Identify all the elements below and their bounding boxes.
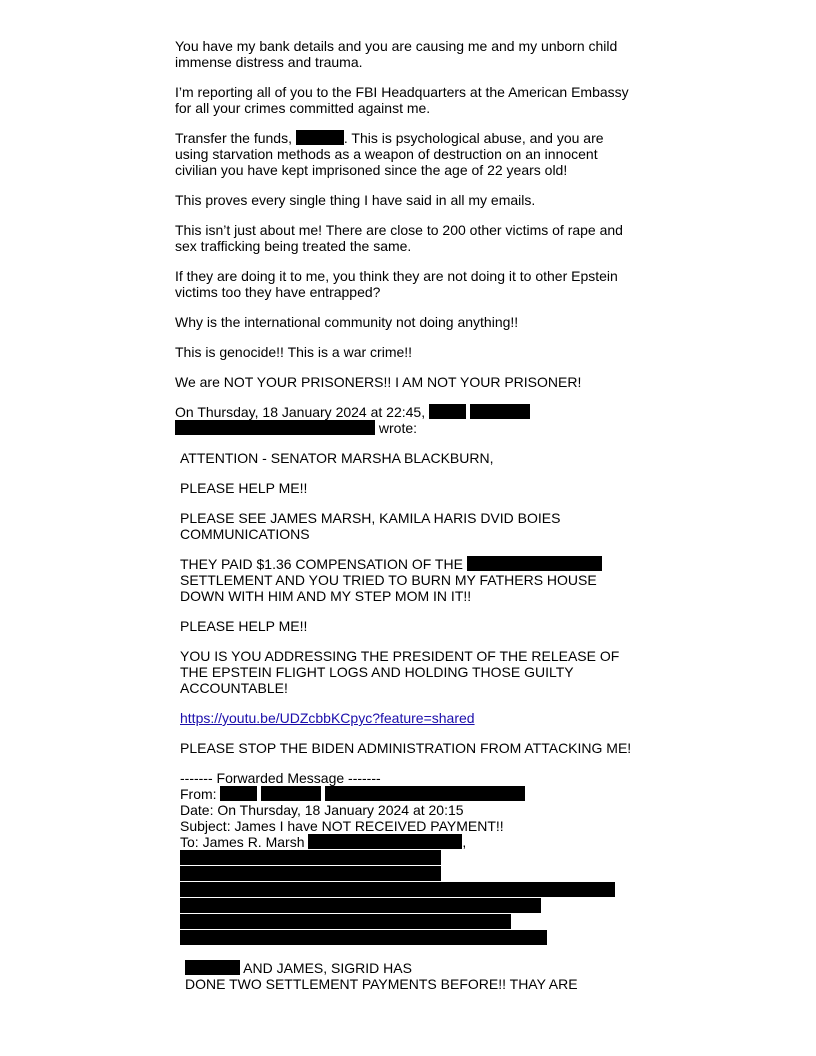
forwarded-header	[180, 770, 525, 850]
text-fragment: Transfer the funds,	[175, 130, 296, 146]
text-line: SETTLEMENT AND YOU TRIED TO BURN MY FATHERS HOUSE	[180, 572, 597, 588]
to-comma: ,	[462, 834, 467, 850]
text-line	[185, 960, 578, 976]
quoted-paragraph	[180, 556, 602, 604]
text-line: using starvation methods as a weapon of destruction on an innocent	[175, 146, 598, 162]
text-fragment: AND JAMES, SIGRID HAS	[243, 960, 412, 976]
redaction-bar	[296, 130, 344, 145]
body-paragraph	[175, 344, 412, 360]
attribution-suffix: wrote:	[378, 420, 418, 436]
text-line: DONE TWO SETTLEMENT PAYMENTS BEFORE!! THAY ARE	[185, 976, 578, 992]
body-paragraph	[175, 192, 535, 208]
text-line: sex trafficking being treated the same.	[175, 238, 412, 254]
text-line: ACCOUNTABLE!	[180, 680, 288, 696]
quoted-paragraph	[180, 510, 560, 542]
redaction-bar	[180, 914, 511, 929]
body-paragraph	[175, 268, 618, 300]
quote-attribution	[175, 404, 530, 436]
forwarded-subject: Subject: James I have NOT RECEIVED PAYMENT!!	[180, 818, 504, 834]
text-line	[175, 404, 530, 420]
redaction-bar	[261, 786, 321, 801]
text-line: COMMUNICATIONS	[180, 526, 310, 542]
redaction-bar	[308, 834, 462, 849]
text-line: victims too they have entrapped?	[175, 284, 381, 300]
text-line: immense distress and trauma.	[175, 54, 363, 70]
redaction-bar	[325, 786, 525, 801]
text-line: This isn’t just about me! There are close to 200 other victims of rape and	[175, 222, 623, 238]
text-line: PLEASE HELP ME!!	[180, 618, 308, 634]
body-paragraph	[175, 38, 617, 70]
redaction-bar	[470, 404, 530, 419]
youtube-link[interactable]: https://youtu.be/UDZcbbKCpyc?feature=shared	[180, 710, 475, 726]
text-fragment: THEY PAID $1.36 COMPENSATION OF THE	[180, 556, 463, 572]
quoted-paragraph	[180, 740, 631, 756]
text-fragment: . This is psychological abuse, and you are	[343, 130, 604, 146]
text-line: ATTENTION - SENATOR MARSHA BLACKBURN,	[180, 450, 494, 466]
text-line: DOWN WITH HIM AND MY STEP MOM IN IT!!	[180, 588, 472, 604]
quoted-paragraph	[180, 450, 494, 466]
text-line: This is genocide!! This is a war crime!!	[175, 344, 413, 360]
redaction-bar	[429, 404, 466, 419]
text-line: PLEASE HELP ME!!	[180, 480, 308, 496]
quoted-paragraph	[180, 618, 307, 634]
redaction-bar	[180, 866, 441, 881]
quoted-paragraph	[180, 648, 619, 696]
text-line: I’m reporting all of you to the FBI Headquarters at the American Embassy	[175, 84, 629, 100]
forwarded-date: Date: On Thursday, 18 January 2024 at 20:15	[180, 802, 464, 818]
text-line: You have my bank details and you are causing me and my unborn child	[175, 38, 618, 54]
text-line: Why is the international community not doing anything!!	[175, 314, 519, 330]
attribution-date: On Thursday, 18 January 2024 at 22:45,	[175, 404, 426, 420]
text-line	[180, 556, 602, 572]
text-line: PLEASE SEE JAMES MARSH, KAMILA HARIS DVID BOIES	[180, 510, 561, 526]
redaction-bar	[180, 930, 547, 945]
body-paragraph	[175, 374, 581, 390]
redaction-bar	[180, 898, 541, 913]
redaction-bar	[180, 850, 441, 865]
text-line: THE EPSTEIN FLIGHT LOGS AND HOLDING THOSE GUILTY	[180, 664, 574, 680]
redaction-bar	[180, 882, 615, 897]
text-line	[175, 130, 604, 146]
text-line: We are NOT YOUR PRISONERS!! I AM NOT YOUR PRISONER!	[175, 374, 582, 390]
forwarded-to	[180, 834, 525, 850]
text-line: This proves every single thing I have said in all my emails.	[175, 192, 536, 208]
to-label: To: James R. Marsh	[180, 834, 305, 850]
body-paragraph	[175, 222, 623, 254]
quoted-paragraph	[180, 480, 307, 496]
quoted-paragraph	[180, 710, 475, 726]
body-paragraph	[175, 84, 629, 116]
body-paragraph	[175, 130, 604, 178]
text-line: PLEASE STOP THE BIDEN ADMINISTRATION FROM ATTACKING ME!	[180, 740, 632, 756]
text-line: YOU IS YOU ADDRESSING THE PRESIDENT OF THE RELEASE OF	[180, 648, 620, 664]
forwarded-from	[180, 786, 525, 802]
redaction-bar	[175, 420, 375, 435]
text-line: civilian you have kept imprisoned since the age of 22 years old!	[175, 162, 568, 178]
text-line: for all your crimes committed against me.	[175, 100, 431, 116]
forwarded-body	[185, 960, 578, 992]
body-paragraph	[175, 314, 518, 330]
redaction-bar	[185, 960, 240, 975]
text-line	[175, 420, 530, 436]
from-label: From:	[180, 786, 217, 802]
redaction-bar	[467, 556, 602, 571]
forwarded-separator: ------- Forwarded Message -------	[180, 770, 381, 786]
redaction-bar	[220, 786, 257, 801]
text-line: If they are doing it to me, you think they are not doing it to other Epstein	[175, 268, 618, 284]
